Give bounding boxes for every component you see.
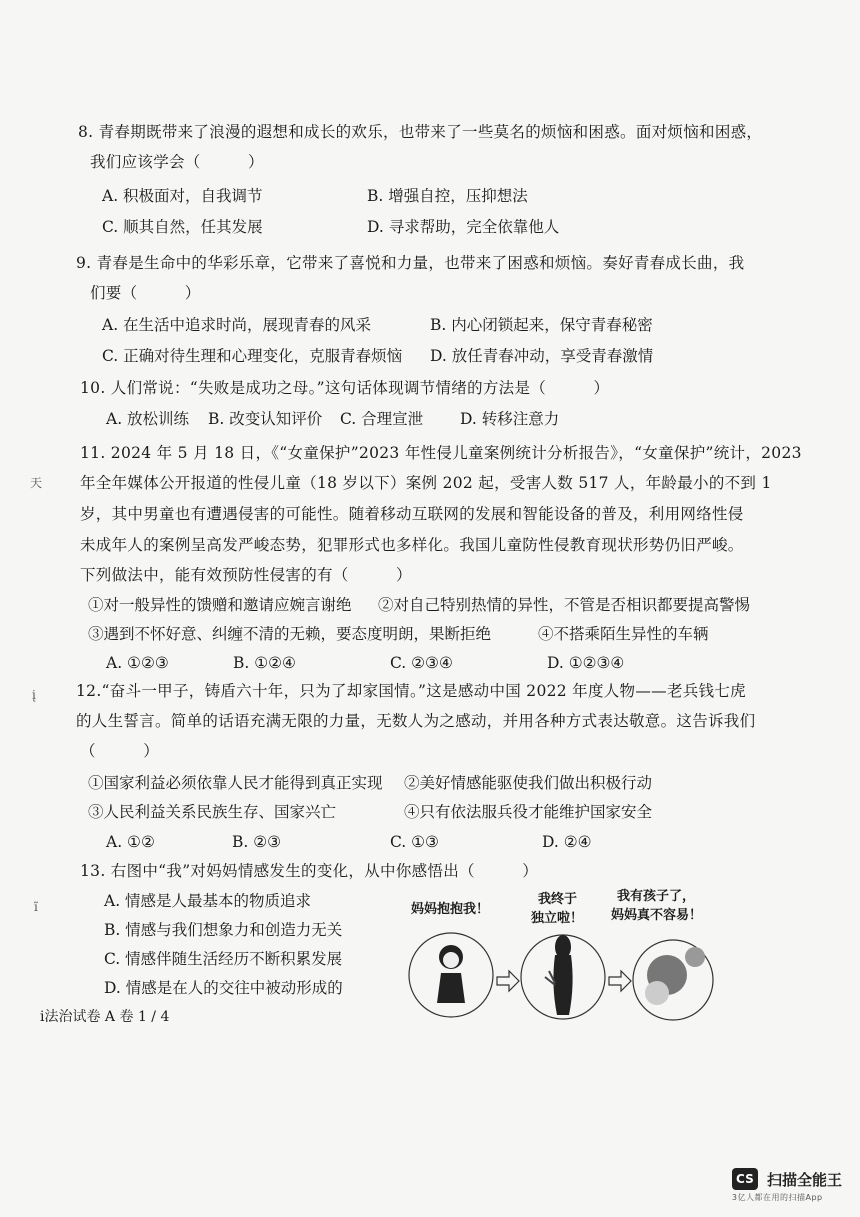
margin-mark-1: 天 xyxy=(30,476,43,490)
q11-stem-line-1: 11. 2024 年 5 月 18 日，《“女童保护”2023 年性侵儿童案例统计分析报告》，“女童保护”统计，2023 xyxy=(80,444,802,462)
q9-stem-line-2: 们要（ ） xyxy=(90,284,201,302)
cs-logo-icon: CS xyxy=(732,1168,758,1190)
q8-option-c: C. 顺其自然，任其发展 xyxy=(102,218,263,236)
q12-stem-line-3: （ ） xyxy=(80,742,160,760)
q10-option-c: C. 合理宣泄 xyxy=(340,410,424,428)
q12-statement-1: ①国家利益必须依靠人民才能得到真正实现 xyxy=(88,774,383,792)
girl-dress xyxy=(437,973,465,1003)
margin-mark-3: ĩ xyxy=(34,900,38,914)
q8-option-d: D. 寻求帮助，完全依靠他人 xyxy=(367,218,560,236)
q11-stem-line-2: 年全年媒体公开报道的性侵儿童（18 岁以下）案例 202 起，受害人数 517 人，年龄最小的不到 1 xyxy=(80,474,772,492)
q12-stem-line-1: 12.“奋斗一甲子，铸盾六十年，只为了却家国情。”这是感动中国 2022 年度人物——老兵钱七虎 xyxy=(76,682,746,700)
q13-option-b: B. 情感与我们想象力和创造力无关 xyxy=(104,921,343,939)
brand-name: 扫描全能王 xyxy=(766,1170,842,1189)
q11-option-d: D. ①②③④ xyxy=(547,654,625,672)
q8-option-a: A. 积极面对，自我调节 xyxy=(102,187,263,205)
q13-option-d: D. 情感是在人的交往中被动形成的 xyxy=(104,979,343,997)
q8-option-b: B. 增强自控，压抑想法 xyxy=(367,187,528,205)
arrow-2-icon xyxy=(609,971,631,991)
q12-statement-3: ③人民利益关系民族生存、国家兴亡 xyxy=(88,803,337,821)
q9-option-b: B. 内心闭锁起来，保守青春秘密 xyxy=(430,316,653,334)
q11-option-a: A. ①②③ xyxy=(106,654,169,672)
q9-option-c: C. 正确对待生理和心理变化，克服青春烦恼 xyxy=(102,347,403,365)
q11-option-b: B. ①②④ xyxy=(233,654,296,672)
arrow-1-icon xyxy=(497,971,519,991)
q11-statement-1: ①对一般异性的馈赠和邀请应婉言谢绝 xyxy=(88,596,352,614)
mother-child-comic xyxy=(405,885,845,1035)
q8-stem-line-1: 8. 青春期既带来了浪漫的遐想和成长的欢乐，也带来了一些莫名的烦恼和困惑。面对烦恼和困惑， xyxy=(78,123,763,141)
q12-statement-2: ②美好情感能驱使我们做出积极行动 xyxy=(404,774,653,792)
q8-stem-line-2: 我们应该学会（ ） xyxy=(90,153,264,171)
q10-stem: 10. 人们常说：“失败是成功之母。”这句话体现调节情绪的方法是（ ） xyxy=(80,379,610,397)
q11-statement-2: ②对自己特别热情的异性，不管是否相识都要提高警惕 xyxy=(378,596,751,614)
girl-face xyxy=(443,952,459,968)
q13-option-a: A. 情感是人最基本的物质追求 xyxy=(104,892,312,910)
q12-stem-line-2: 的人生誓言。简单的话语充满无限的力量，无数人为之感动，并用各种方式表达敬意。这告诉我们 xyxy=(76,712,756,730)
bubble-1: 妈妈抱抱我！ xyxy=(411,902,490,917)
q12-option-d: D. ②④ xyxy=(542,833,592,851)
q13-stem: 13. 右图中“我”对妈妈情感发生的变化，从中你感悟出（ ） xyxy=(80,862,539,880)
q12-option-b: B. ②③ xyxy=(232,833,282,851)
q11-stem-line-3: 岁，其中男童也有遭遇侵害的可能性。随着移动互联网的发展和智能设备的普及，利用网络性侵 xyxy=(80,505,744,523)
brand-tagline: 3亿人都在用的扫描App xyxy=(731,1193,823,1202)
mother-head xyxy=(685,947,705,967)
bubble-2-line-2: 独立啦！ xyxy=(531,911,584,926)
q9-option-a: A. 在生活中追求时尚，展现青春的风采 xyxy=(102,316,372,334)
bubble-3-line-2: 妈妈真不容易！ xyxy=(611,908,703,923)
q10-option-d: D. 转移注意力 xyxy=(460,410,560,428)
q10-option-b: B. 改变认知评价 xyxy=(208,410,323,428)
q9-option-d: D. 放任青春冲动，享受青春激情 xyxy=(430,347,654,365)
bubble-2-line-1: 我终于 xyxy=(538,892,578,907)
q11-statement-3: ③遇到不怀好意、纠缠不清的无赖，要态度明朗，果断拒绝 xyxy=(88,625,492,643)
q11-stem-line-5: 下列做法中，能有效预防性侵害的有（ ） xyxy=(80,566,412,584)
q11-stem-line-4: 未成年人的案例呈高发严峻态势，犯罪形式也多样化。我国儿童防性侵教育现状形势仍旧严峻。 xyxy=(80,536,744,554)
baby-head xyxy=(645,981,669,1005)
margin-mark-2: į xyxy=(32,688,36,702)
woman-dress xyxy=(553,955,572,1015)
bubble-3-line-1: 我有孩子了， xyxy=(617,889,696,904)
q12-statement-4: ④只有依法服兵役才能维护国家安全 xyxy=(404,803,653,821)
q12-option-a: A. ①② xyxy=(106,833,155,851)
q11-statement-4: ④不搭乘陌生异性的车辆 xyxy=(538,625,709,643)
scanner-watermark xyxy=(732,1168,842,1203)
q10-option-a: A. 放松训练 xyxy=(106,410,190,428)
q13-option-c: C. 情感伴随生活经历不断积累发展 xyxy=(104,950,343,968)
page-footer: i法治试卷 A 卷 1 / 4 xyxy=(40,1009,170,1025)
q12-option-c: C. ①③ xyxy=(390,833,439,851)
q9-stem-line-1: 9. 青春是生命中的华彩乐章，它带来了喜悦和力量，也带来了困惑和烦恼。奏好青春成长曲，我 xyxy=(76,254,745,272)
q11-option-c: C. ②③④ xyxy=(390,654,453,672)
